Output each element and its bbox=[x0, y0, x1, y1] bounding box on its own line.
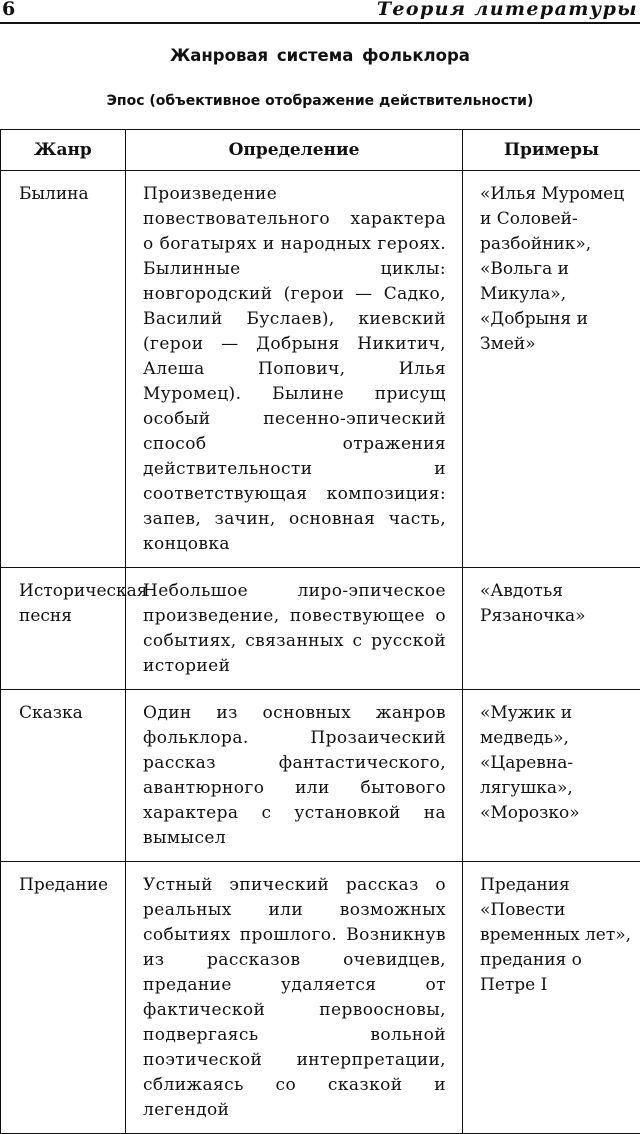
genre-cell: Былина bbox=[1, 171, 126, 568]
genre-cell: Сказка bbox=[1, 690, 126, 862]
page-number: 6 bbox=[2, 0, 15, 20]
section-subtitle: Эпос (объективное отображение действительности) bbox=[0, 93, 640, 109]
definition-cell: Произведение повествовательного характера о богатырях и народных героях. Былинные циклы: новгородский (герои — Садко, Василий Буслаев), киевский (герои — Добрыня Никитич, Алеша Попович, Илья Муромец). Былине присущ особый песенно-эпический способ отражения действительности и соответствующая композиция: запев, зачин, основная часть, концовка bbox=[126, 171, 463, 568]
table-row bbox=[1, 568, 640, 690]
running-head bbox=[0, 0, 640, 24]
definition-cell: Устный эпический рассказ о реальных или возможных событиях прошлого. Возникнув из рассказов очевидцев, предание удаляется от фактической первоосновы, подвергаясь вольной поэтической интерпретации, сближаясь со сказкой и легендой bbox=[126, 862, 463, 1134]
table-header-row bbox=[1, 130, 640, 171]
genre-text: Историческая песня bbox=[19, 579, 99, 629]
genre-table bbox=[0, 129, 640, 1134]
table-row bbox=[1, 862, 640, 1134]
running-title: Теория литературы bbox=[377, 0, 638, 20]
examples-cell: Предания «Повести временных лет», предания о Петре I bbox=[463, 862, 640, 1134]
column-header-definition: Определение bbox=[126, 130, 463, 171]
column-header-examples: Примеры bbox=[463, 130, 640, 171]
table-row bbox=[1, 171, 640, 568]
examples-cell: «Мужик и медведь», «Царевна-лягушка», «Морозко» bbox=[463, 690, 640, 862]
table-row bbox=[1, 690, 640, 862]
section-title: Жанровая система фольклора bbox=[0, 46, 640, 65]
column-header-genre: Жанр bbox=[1, 130, 126, 171]
genre-cell: Предание bbox=[1, 862, 126, 1134]
definition-cell: Один из основных жанров фольклора. Прозаический рассказ фантастического, авантюрного или бытового характера с установкой на вымысел bbox=[126, 690, 463, 862]
definition-cell: Небольшое лиро-эпическое произведение, повествующее о событиях, связанных с русской историей bbox=[126, 568, 463, 690]
examples-cell: «Авдотья Рязаночка» bbox=[463, 568, 640, 690]
examples-cell: «Илья Муромец и Соловей-разбойник», «Вольга и Микула», «Добрыня и Змей» bbox=[463, 171, 640, 568]
genre-cell bbox=[1, 568, 126, 690]
